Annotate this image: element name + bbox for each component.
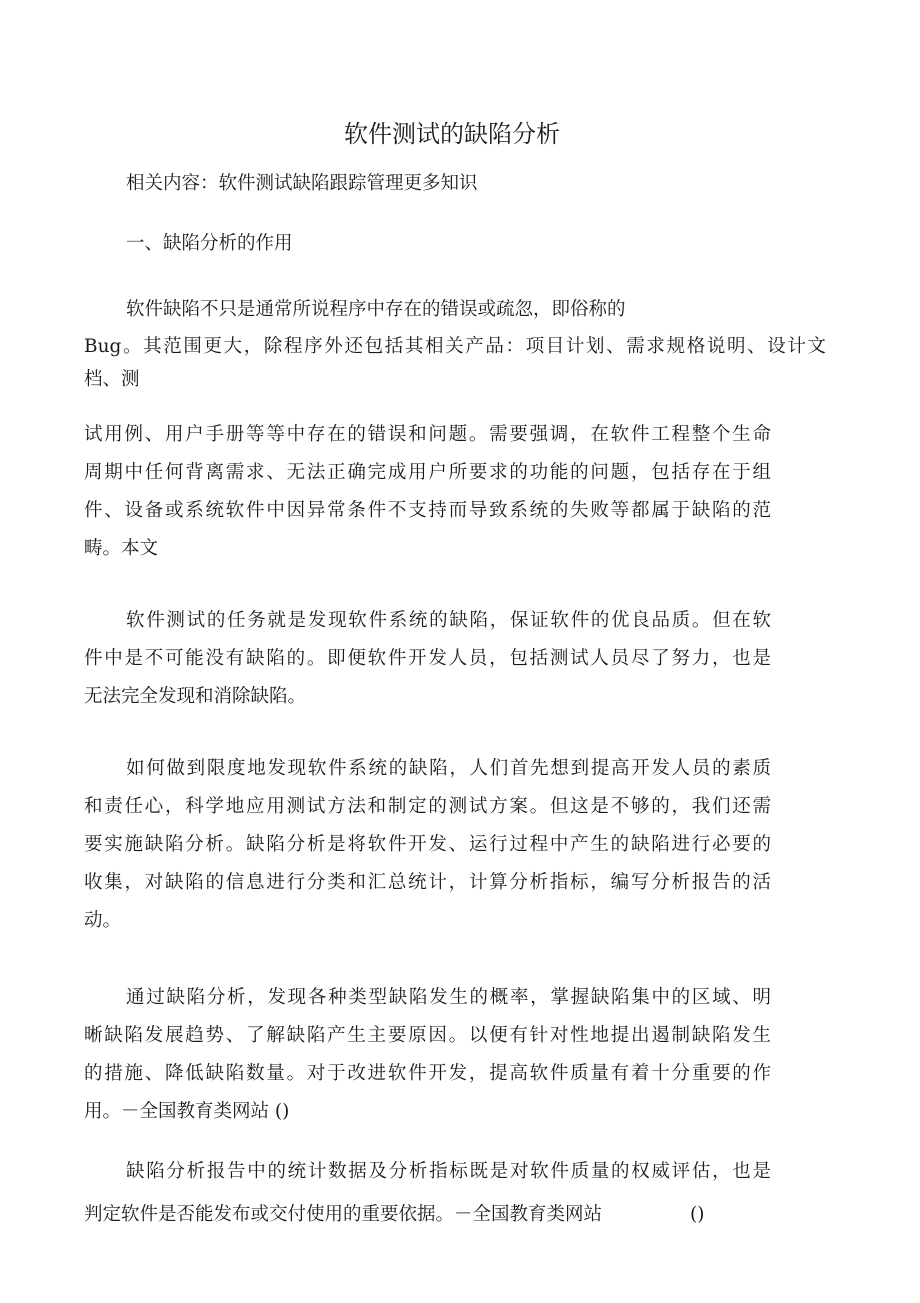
related-content: 相关内容：软件测试缺陷跟踪管理更多知识 xyxy=(126,173,478,194)
paragraph-line: 的措施、降低缺陷数量。对于改进软件开发，提高软件质量有着十分重要的作 xyxy=(84,1063,771,1084)
paragraph-line: 档、测 xyxy=(84,369,140,390)
paragraph-line: 件、设备或系统软件中因异常条件不支持而导致系统的失败等都属于缺陷的范 xyxy=(84,500,771,521)
paragraph-line: Bug。其范围更大，除程序外还包括其相关产品：项目计划、需求规格说明、设计文 xyxy=(84,336,826,357)
paragraph-line: 软件缺陷不只是通常所说程序中存在的错误或疏忽，即俗称的 xyxy=(126,299,626,320)
paragraph-line: 如何做到限度地发现软件系统的缺陷，人们首先想到提高开发人员的素质 xyxy=(126,758,771,779)
section-heading: 一、缺陷分析的作用 xyxy=(126,233,293,254)
paragraph-line: 晰缺陷发展趋势、了解缺陷产生主要原因。以便有针对性地提出遏制缺陷发生 xyxy=(84,1025,771,1046)
paragraph-line: 试用例、用户手册等等中存在的错误和问题。需要强调，在软件工程整个生命 xyxy=(84,424,771,445)
paragraph-line: 周期中任何背离需求、无法正确完成用户所要求的功能的问题，包括存在于组 xyxy=(84,462,771,483)
paragraph-line: 收集，对缺陷的信息进行分类和汇总统计，计算分析指标，编写分析报告的活 xyxy=(84,872,771,893)
paragraph-line: 畴。本文 xyxy=(84,538,159,559)
paragraph-line: 无法完全发现和消除缺陷。 xyxy=(84,686,307,707)
paragraph-line: 通过缺陷分析，发现各种类型缺陷发生的概率，掌握缺陷集中的区域、明 xyxy=(126,987,771,1008)
paragraph-line: 和责任心，科学地应用测试方法和制定的测试方案。但这是不够的，我们还需 xyxy=(84,796,771,817)
paragraph-line: 用。－全国教育类网站 () xyxy=(84,1101,290,1122)
document-title: 软件测试的缺陷分析 xyxy=(344,120,560,148)
paragraph-line: () xyxy=(690,1204,705,1225)
paragraph-line: 软件测试的任务就是发现软件系统的缺陷，保证软件的优良品质。但在软 xyxy=(126,610,771,631)
paragraph-line: 动。 xyxy=(84,910,122,931)
paragraph-line: 判定软件是否能发布或交付使用的重要依据。－全国教育类网站 xyxy=(84,1204,603,1225)
paragraph-line: 要实施缺陷分析。缺陷分析是将软件开发、运行过程中产生的缺陷进行必要的 xyxy=(84,834,771,855)
paragraph-line: 件中是不可能没有缺陷的。即便软件开发人员，包括测试人员尽了努力，也是 xyxy=(84,648,771,669)
paragraph-line: 缺陷分析报告中的统计数据及分析指标既是对软件质量的权威评估，也是 xyxy=(126,1161,771,1182)
